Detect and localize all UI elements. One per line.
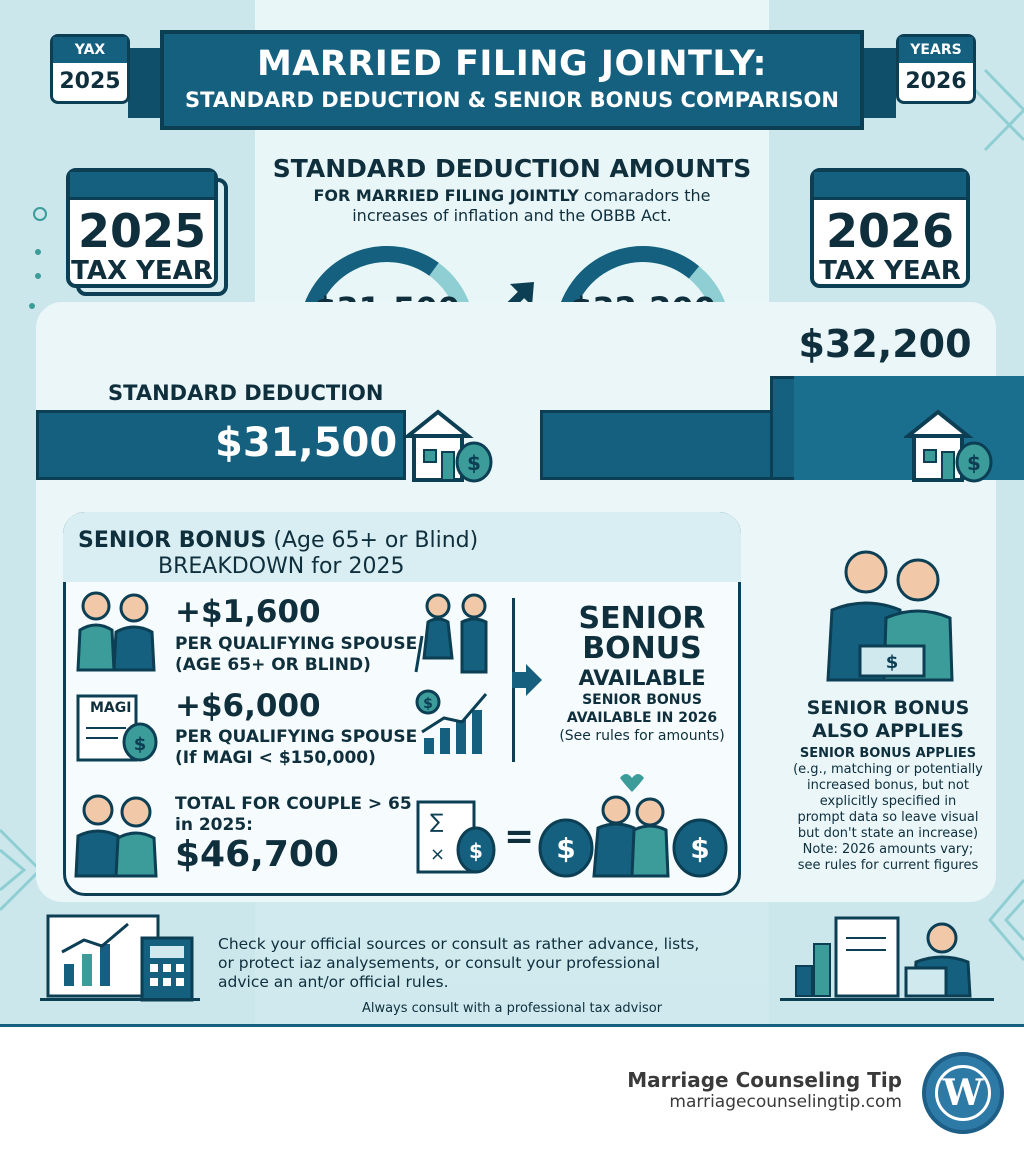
senior-bonus-title-bold: SENIOR BONUS [78,528,267,553]
footer-disclaimer-line: or protect iaz analysements, or consult your professional [218,954,661,972]
calculation-sheet-icon [414,798,498,878]
footer-note: Always consult with a professional tax advisor [361,1001,663,1016]
footer-disclaimer-line: advice an ant/or official rules. [218,973,449,991]
standard-deduction-bar-2025-value: $31,500 [215,420,398,466]
calendar-2026-year: 2026 [825,204,955,258]
year-tag-right [896,34,976,104]
equals-sign: = [504,816,535,857]
middle-senior-title-3: AVAILABLE [578,666,706,690]
senior-bonus-total-value: $46,700 [175,834,339,875]
footer-line-right [780,998,994,1001]
standard-deduction-subtitle-rest: comaradors the [578,186,711,205]
year-tag-left-head: YAX [53,37,127,63]
wordpress-logo-letter: W [935,1065,991,1121]
senior-walking-couple-icon [414,592,498,676]
svg-text:$: $ [423,696,433,712]
house-money-icon-left [404,408,494,484]
magi-label: MAGI [90,700,132,716]
right-senior-title-1: SENIOR BONUS [806,697,970,719]
advisor-desk-icon [786,904,1000,1002]
footer-disclaimer-line: Check your official sources or consult as rather advance, lists, [218,935,700,953]
standard-deduction-subtitle-line2: increases of inflation and the OBBB Act. [352,206,672,225]
middle-senior-sub-2: AVAILABLE IN 2026 [566,710,718,726]
senior-bonus-item2-amount: +$6,000 [175,688,321,724]
calendar-2025-header [70,172,214,200]
footer-line-left [40,998,200,1001]
growth-chart-icon [414,688,498,758]
standard-deduction-subtitle-bold: FOR MARRIED FILING JOINTLY [313,186,579,205]
senior-bonus-item1-amount: +$1,600 [175,594,321,630]
calendar-2026 [810,168,970,288]
money-bags-celebration-icon [536,772,730,880]
svg-text:×: × [430,844,446,865]
senior-bonus-item2-line2: (If MAGI < $150,000) [175,748,376,768]
right-senior-detail-line: but don't state an increase) [797,826,979,841]
calendar-2025-label: TAX YEAR [71,256,213,286]
year-tag-right-value: 2026 [905,69,967,94]
right-senior-note-line: Note: 2026 amounts vary; [802,842,974,857]
year-tag-left-value: 2025 [59,69,121,94]
senior-bonus-item2-line1: PER QUALIFYING SPOUSE [175,727,418,747]
standard-deduction-heading: STANDARD DEDUCTION AMOUNTS [272,154,752,183]
footer-divider [0,1024,1024,1027]
senior-bonus-title-rest: (Age 65+ or Blind) [266,528,479,553]
right-senior-title-2: ALSO APPLIES [812,720,964,742]
right-senior-detail-line: (e.g., matching or potentially [793,762,983,777]
svg-text:$: $ [967,451,981,475]
standard-deduction-2026-amount: $32,200 [798,322,972,366]
middle-senior-title-2: BONUS [582,631,702,666]
banner-subtitle: STANDARD DEDUCTION & SENIOR BONUS COMPARISON [185,88,839,112]
svg-text:$: $ [133,734,147,755]
year-tag-left [50,34,130,104]
brand-url[interactable]: marriagecounselingtip.com [669,1092,902,1112]
calendar-2026-label: TAX YEAR [819,256,961,286]
svg-text:$: $ [690,832,710,865]
right-senior-detail-line: explicitly specified in [819,794,957,809]
svg-text:$: $ [467,451,481,475]
brand-name: Marriage Counseling Tip [627,1068,902,1092]
senior-bonus-item1-line1: PER QUALIFYING SPOUSE [175,634,418,654]
svg-text:$: $ [556,832,576,865]
right-senior-note [780,842,996,874]
banner-title: MARRIED FILING JOINTLY: [256,44,768,84]
house-money-icon-right [904,408,994,484]
middle-senior-sub-1: SENIOR BONUS [582,692,702,708]
svg-text:∑: ∑ [430,809,444,833]
wordpress-logo-icon [922,1052,1004,1134]
right-senior-detail-line: prompt data so leave visual [797,810,979,825]
year-tag-right-head: YEARS [899,37,973,63]
senior-bonus-total-line2: in 2025: [175,815,253,835]
svg-text:$: $ [885,652,899,673]
senior-bonus-total-line1: TOTAL FOR COUPLE > 65 [175,794,412,814]
middle-senior-title-1: SENIOR [578,601,706,636]
svg-text:$: $ [469,839,483,863]
arrow-right-icon [512,664,542,696]
calendar-2025-year: 2025 [77,204,207,258]
right-senior-detail-line: increased bonus, but not [807,778,969,793]
senior-couple-money-icon [822,546,956,682]
right-senior-sub: SENIOR BONUS APPLIES [799,746,977,761]
calendar-2025 [66,168,218,288]
senior-bonus-item1-line2: (AGE 65+ OR BLIND) [175,655,371,675]
middle-senior-sub-3: (See rules for amounts) [559,728,725,744]
calendar-2026-header [814,172,966,200]
standard-deduction-subtitle-line1 [255,186,769,205]
chart-calculator-icon [44,912,204,1004]
right-senior-detail [780,762,996,842]
footer-disclaimer [218,935,738,992]
right-senior-note-line: see rules for current figures [797,858,979,873]
standard-deduction-bar-label: STANDARD DEDUCTION [108,381,384,405]
senior-bonus-title [78,528,478,553]
senior-couple-icon [72,586,162,672]
senior-couple-total-icon [72,788,162,878]
senior-bonus-subtitle: BREAKDOWN for 2025 [158,554,405,579]
